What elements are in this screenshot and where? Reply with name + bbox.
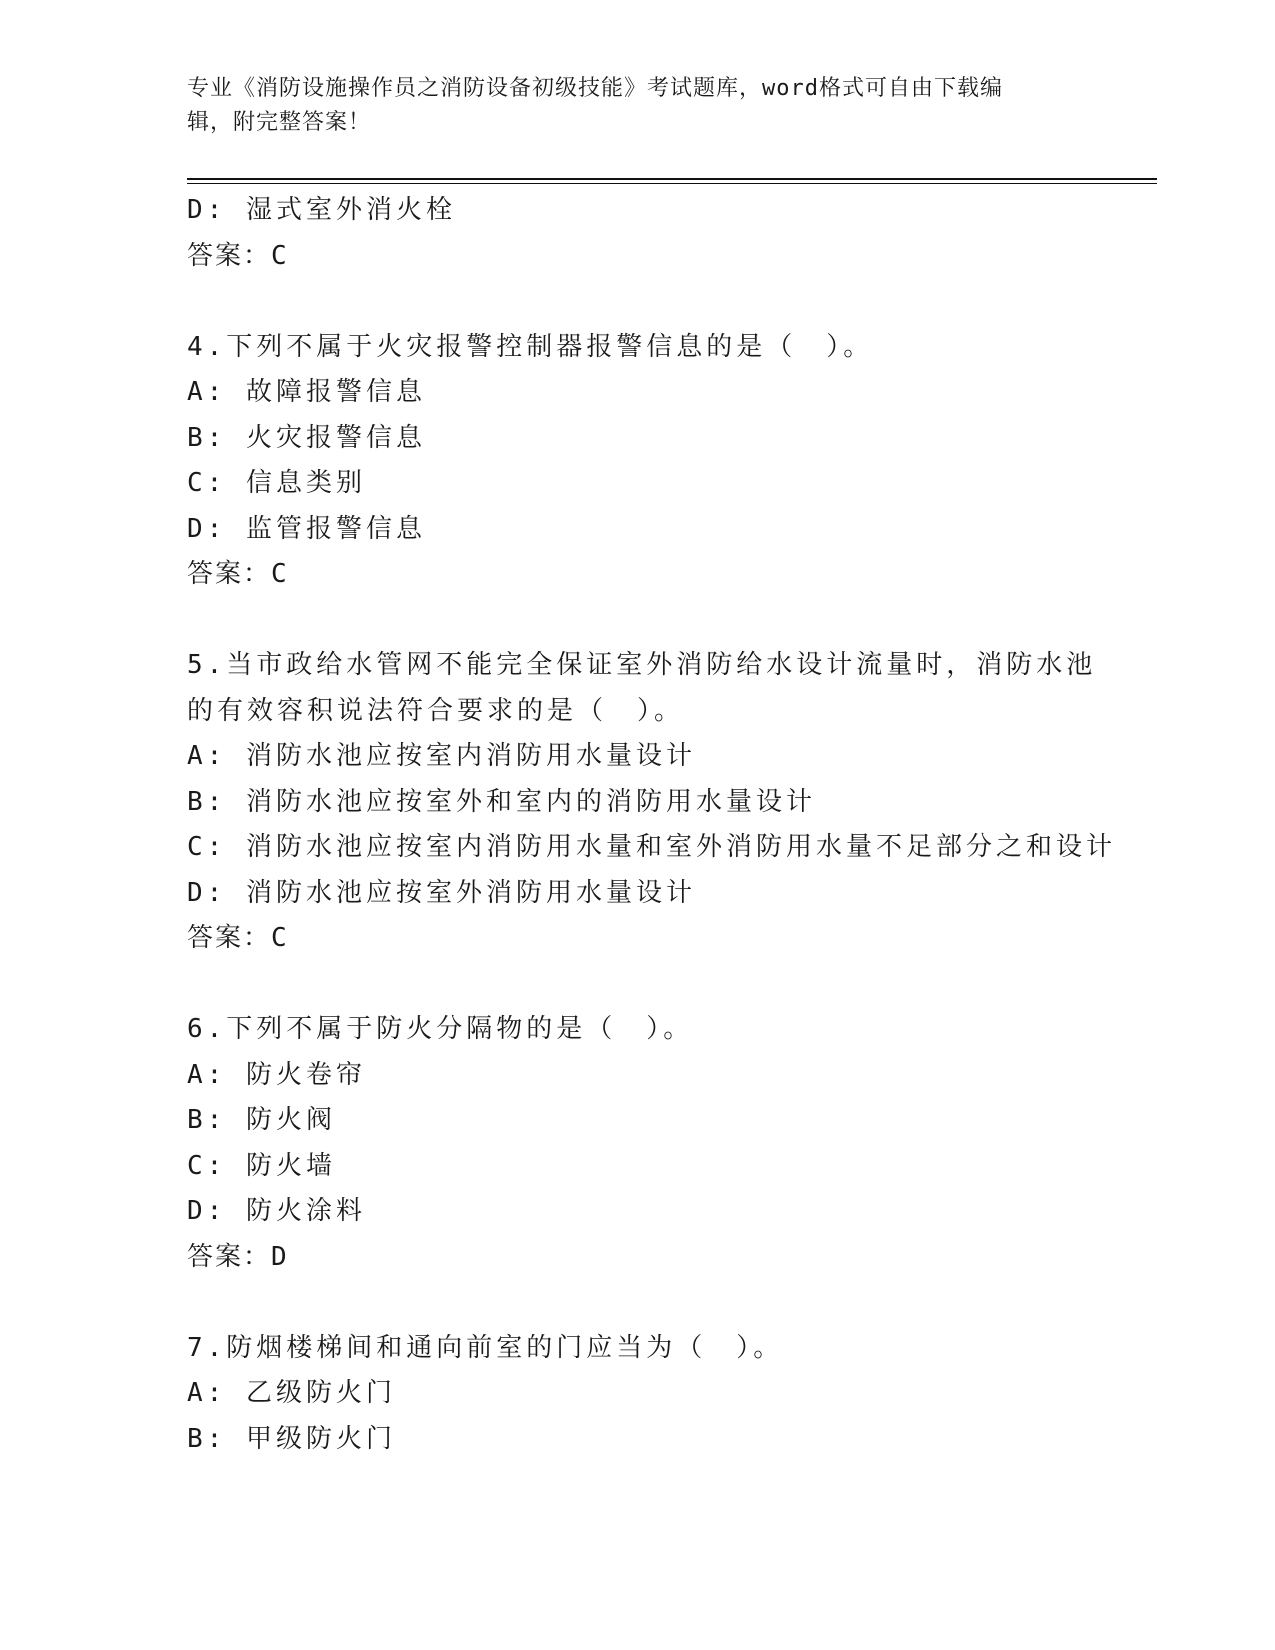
header-rule-thick [187, 178, 1157, 180]
answer-line [187, 916, 1087, 962]
option-d: D: 防火涂料 [187, 1196, 366, 1226]
question-list [187, 188, 1116, 1462]
question-stem-continued: 的有效容积说法符合要求的是（ ）。 [187, 695, 685, 726]
option-c: C: 防火墙 [187, 1150, 336, 1181]
question-stem: 5.当市政给水管网不能完全保证室外消防给水设计流量时，消防水池 [187, 650, 1097, 680]
header-rule-thin [187, 183, 1157, 184]
option-d: D: 湿式室外消火栓 [187, 195, 456, 225]
option-d: D: 消防水池应按室外消防用水量设计 [187, 877, 696, 908]
header-line-2: 辑，附完整答案！ [187, 110, 372, 135]
question-stem: 4.下列不属于火灾报警控制器报警信息的是（ ）。 [187, 331, 874, 362]
answer-value: C [271, 923, 289, 953]
option-b: B: 防火阀 [187, 1105, 336, 1135]
option-d: D: 监管报警信息 [187, 513, 426, 544]
option-a: A: 消防水池应按室内消防用水量设计 [187, 741, 696, 771]
answer-prefix: 答案： [187, 1241, 272, 1272]
answer-value: C [271, 240, 289, 271]
option-b: B: 消防水池应按室外和室内的消防用水量设计 [187, 786, 816, 817]
answer-value: D [271, 1241, 289, 1272]
option-a: A: 乙级防火门 [187, 1378, 396, 1408]
answer-prefix: 答案： [187, 923, 272, 953]
option-b: B: 火灾报警信息 [187, 422, 426, 453]
question-stem: 6.下列不属于防火分隔物的是（ ）。 [187, 1014, 694, 1044]
answer-line [187, 234, 1087, 280]
answer-line [187, 552, 1087, 598]
option-c: C: 信息类别 [187, 468, 366, 498]
document-header [187, 72, 1077, 140]
option-a: A: 防火卷帘 [187, 1059, 366, 1090]
answer-prefix: 答案： [187, 559, 272, 589]
option-a: A: 故障报警信息 [187, 377, 426, 407]
answer-prefix: 答案： [187, 240, 272, 271]
answer-value: C [271, 559, 289, 589]
answer-line [187, 1235, 1087, 1281]
option-b: B: 甲级防火门 [187, 1423, 396, 1454]
header-line-1: 专业《消防设施操作员之消防设备初级技能》考试题库，word格式可自由下载编 [187, 76, 1003, 101]
option-c: C: 消防水池应按室内消防用水量和室外消防用水量不足部分之和设计 [187, 832, 1116, 862]
question-stem: 7.防烟楼梯间和通向前室的门应当为（ ）。 [187, 1332, 784, 1363]
